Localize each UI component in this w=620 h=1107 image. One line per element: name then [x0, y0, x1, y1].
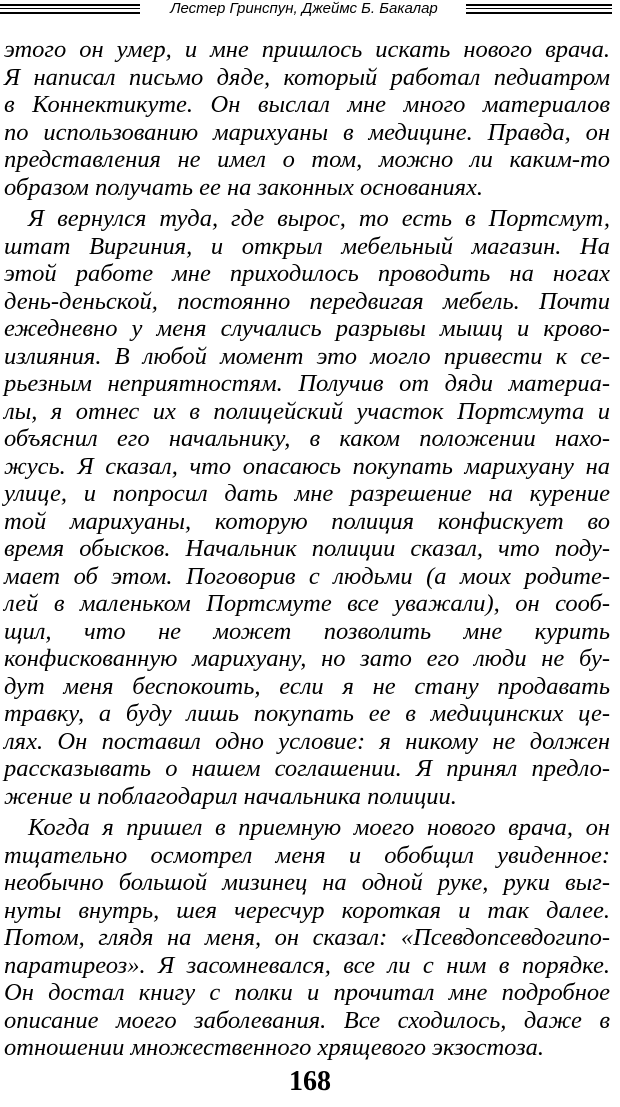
text-line: Он достал книгу с полки и прочитал мне подробное — [4, 979, 610, 1006]
text-line: необычно большой мизинец на одной руке, руки выг- — [4, 869, 610, 896]
text-line: нуты внутрь, шея чересчур короткая и так далее. — [4, 896, 610, 924]
header-rule-left — [0, 4, 140, 14]
paragraph — [4, 36, 610, 201]
running-title: Лестер Гринспун, Джеймс Б. Бакалар — [170, 0, 438, 17]
running-header — [0, 0, 620, 26]
text-line: объяснил его начальнику, в каком положении нахо- — [4, 425, 610, 452]
text-line: Я написал письмо дяде, который работал педиатром — [4, 63, 610, 91]
text-line: образом получать ее на законных основаниях. — [4, 173, 484, 201]
text-line: Я вернулся туда, где вырос, то есть в Портсмут, — [28, 205, 610, 232]
text-line: тщательно осмотрел меня и обобщил увиденное: — [4, 841, 610, 869]
text-line: этого он умер, и мне пришлось искать нового врача. — [4, 36, 610, 63]
text-line: той марихуаны, которую полиция конфискует во — [4, 507, 610, 535]
text-line: штат Виргиния, и открыл мебельный магазин. На — [4, 232, 610, 260]
paragraph — [4, 205, 610, 810]
text-line: улице, и попросил дать мне разрешение на курение — [4, 480, 610, 507]
paragraph — [4, 814, 610, 1062]
text-line: излияния. В любой момент это могло привести к се- — [4, 342, 610, 370]
text-line: дут меня беспокоить, если я не стану продавать — [4, 672, 610, 700]
text-line: жение и поблагодарил начальника полиции. — [4, 782, 457, 810]
text-line: конфискованную марихуану, но зато его люди не бу- — [4, 645, 610, 672]
text-line: этой работе мне приходилось проводить на ногах — [4, 260, 610, 287]
text-line: ежедневно у меня случались разрывы мышц и крово- — [4, 315, 610, 342]
text-line: лей в маленьком Портсмуте все уважали), он сооб- — [4, 590, 610, 617]
text-line: мает об этом. Поговорив с людьми (а моих родите- — [4, 562, 610, 590]
text-line: день-деньской, постоянно передвигая мебель. Почти — [4, 287, 610, 315]
text-line: представления не имел о том, можно ли каким-то — [4, 146, 610, 173]
text-line: щил, что не может позволить мне курить — [4, 617, 610, 645]
text-line: в Коннектикуте. Он выслал мне много материалов — [4, 91, 610, 118]
header-rule-right — [466, 4, 612, 14]
text-line: рассказывать о нашем соглашении. Я принял предло- — [4, 755, 610, 782]
text-line: по использованию марихуаны в медицине. Правда, он — [4, 118, 610, 146]
text-line: лы, я отнес их в полицейский участок Портсмута и — [4, 397, 610, 425]
text-line: лях. Он поставил одно условие: я никому не должен — [4, 727, 610, 755]
text-line: время обысков. Начальник полиции сказал, что поду- — [4, 535, 610, 562]
body-text — [4, 36, 610, 1062]
text-line: жусь. Я сказал, что опасаюсь покупать марихуану на — [4, 452, 610, 480]
text-line: паратиреоз». Я засомневался, все ли с ним в порядке. — [4, 951, 610, 979]
text-line: рьезным неприятностям. Получив от дяди материа- — [4, 370, 610, 397]
text-line: Потом, глядя на меня, он сказал: «Псевдопсевдогипо- — [4, 924, 610, 951]
text-line: описание моего заболевания. Все сходилось, даже в — [4, 1006, 610, 1034]
text-line: Когда я пришел в приемную моего нового врача, он — [28, 814, 610, 841]
text-line: отношении множественного хрящевого экзостоза. — [4, 1034, 545, 1061]
page-number: 168 — [289, 1066, 331, 1097]
text-line: травку, а буду лишь покупать ее в медицинских це- — [4, 700, 610, 727]
